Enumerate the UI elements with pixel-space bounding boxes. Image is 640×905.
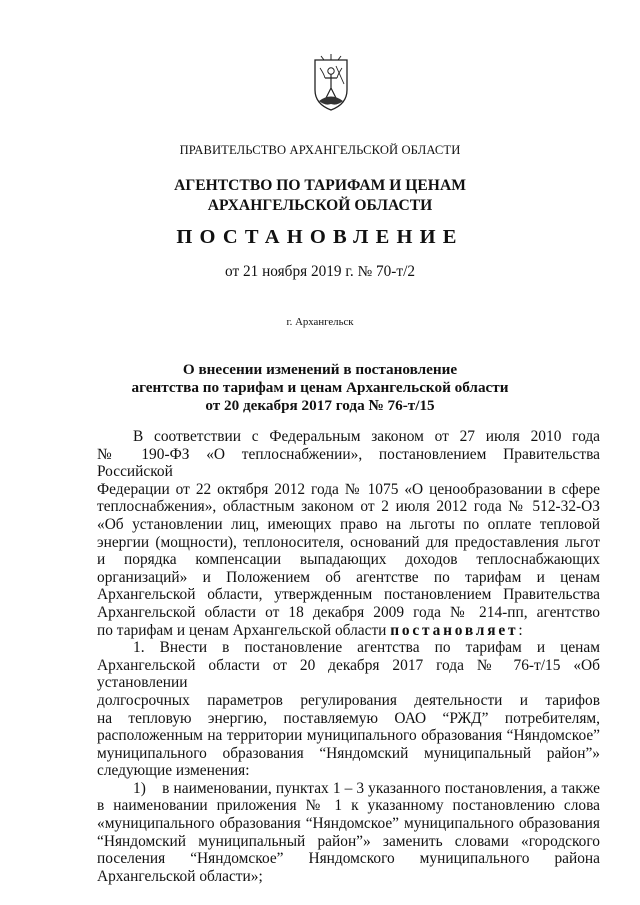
preamble-line: Архангельской области, утвержденным постановлением Правительства xyxy=(97,586,600,604)
document-date-number: от 21 ноября 2019 г. № 70-т/2 xyxy=(225,263,415,280)
item-1-line: на тепловую энергию, поставляемую ОАО “РЖД” потребителям, xyxy=(97,709,600,727)
subitem-1-line: в наименовании приложения № 1 к указанному постановлению слова xyxy=(97,797,600,815)
subitem-1-line: “Няндомский муниципальный район”» заменить словами «городского xyxy=(97,832,600,850)
resolves-word: постановляет xyxy=(390,621,519,639)
agency-name-line1: АГЕНТСТВО ПО ТАРИФАМ И ЦЕНАМ xyxy=(174,177,466,194)
preamble-line: Федерации от 22 октября 2012 года № 1075 «О ценообразовании в сфере xyxy=(97,480,600,498)
preamble-line: Архангельской области от 18 декабря 2009 года № 214-пп, агентство xyxy=(97,603,600,621)
subitem-1-line: «муниципального образования “Няндомское” муниципального образования xyxy=(97,815,600,833)
preamble-line: энергии (мощности), теплоносителя, оснований для предоставления льгот xyxy=(97,533,600,551)
subitem-1-line: поселения “Няндомское” Няндомского муниципального района xyxy=(97,850,600,868)
item-1-line: расположенным на территории муниципального образования “Няндомское” xyxy=(97,727,600,745)
document-type-title: ПОСТАНОВЛЕНИЕ xyxy=(176,226,464,248)
agency-name-line2: АРХАНГЕЛЬСКОЙ ОБЛАСТИ xyxy=(207,197,433,214)
preamble-line: и порядка компенсации выпадающих доходов теплоснабжающих xyxy=(97,551,600,569)
document-subject xyxy=(0,361,640,415)
preamble-line: В соответствии с Федеральным законом от 27 июля 2010 года xyxy=(133,428,600,445)
item-1-line: долгосрочных параметров регулирования деятельности и тарифов xyxy=(97,691,600,709)
preamble-line: организаций» и Положением об агентстве по тарифам и ценам xyxy=(97,568,600,586)
preamble-last-line xyxy=(97,622,600,640)
preamble-line: № 190-ФЗ «О теплоснабжении», постановлением Правительства Российской xyxy=(97,445,600,481)
subitem-1-last-line: Архангельской области»; xyxy=(97,867,263,885)
item-1-paragraph xyxy=(97,639,600,780)
subject-line3: от 20 декабря 2017 года № 76-т/15 xyxy=(205,397,435,414)
preamble-last-text: по тарифам и ценам Архангельской области xyxy=(97,621,391,639)
document-body xyxy=(97,428,600,885)
item-1-line: 1. Внести в постановление агентства по тарифам и ценам xyxy=(133,639,600,657)
subject-line1: О внесении изменений в постановление xyxy=(182,361,458,378)
item-1-last-line: следующие изменения: xyxy=(97,762,250,780)
preamble-line: теплоснабжения», областным законом от 2 июля 2012 года № 512-32-ОЗ xyxy=(97,498,600,516)
subitem-1-paragraph xyxy=(97,780,600,886)
preamble-paragraph xyxy=(97,428,600,639)
item-1-line: Архангельской области от 20 декабря 2017 года № 76-т/15 «Об установлении xyxy=(97,656,600,692)
item-1-line: муниципального образования “Няндомский муниципальный район”» xyxy=(97,744,600,762)
subject-line2: агентства по тарифам и ценам Архангельской области xyxy=(131,379,509,396)
agency-name xyxy=(0,176,640,216)
document-city: г. Архангельск xyxy=(286,316,354,328)
arkhangelsk-coat-of-arms-icon xyxy=(312,54,350,112)
government-name: ПРАВИТЕЛЬСТВО АРХАНГЕЛЬСКОЙ ОБЛАСТИ xyxy=(179,143,461,157)
subitem-1-line: 1) в наименовании, пунктах 1 – 3 указанного постановления, а также xyxy=(133,779,600,797)
preamble-colon: : xyxy=(518,621,523,639)
preamble-line: «Об установлении лиц, имеющих право на льготы по оплате тепловой xyxy=(97,515,600,533)
